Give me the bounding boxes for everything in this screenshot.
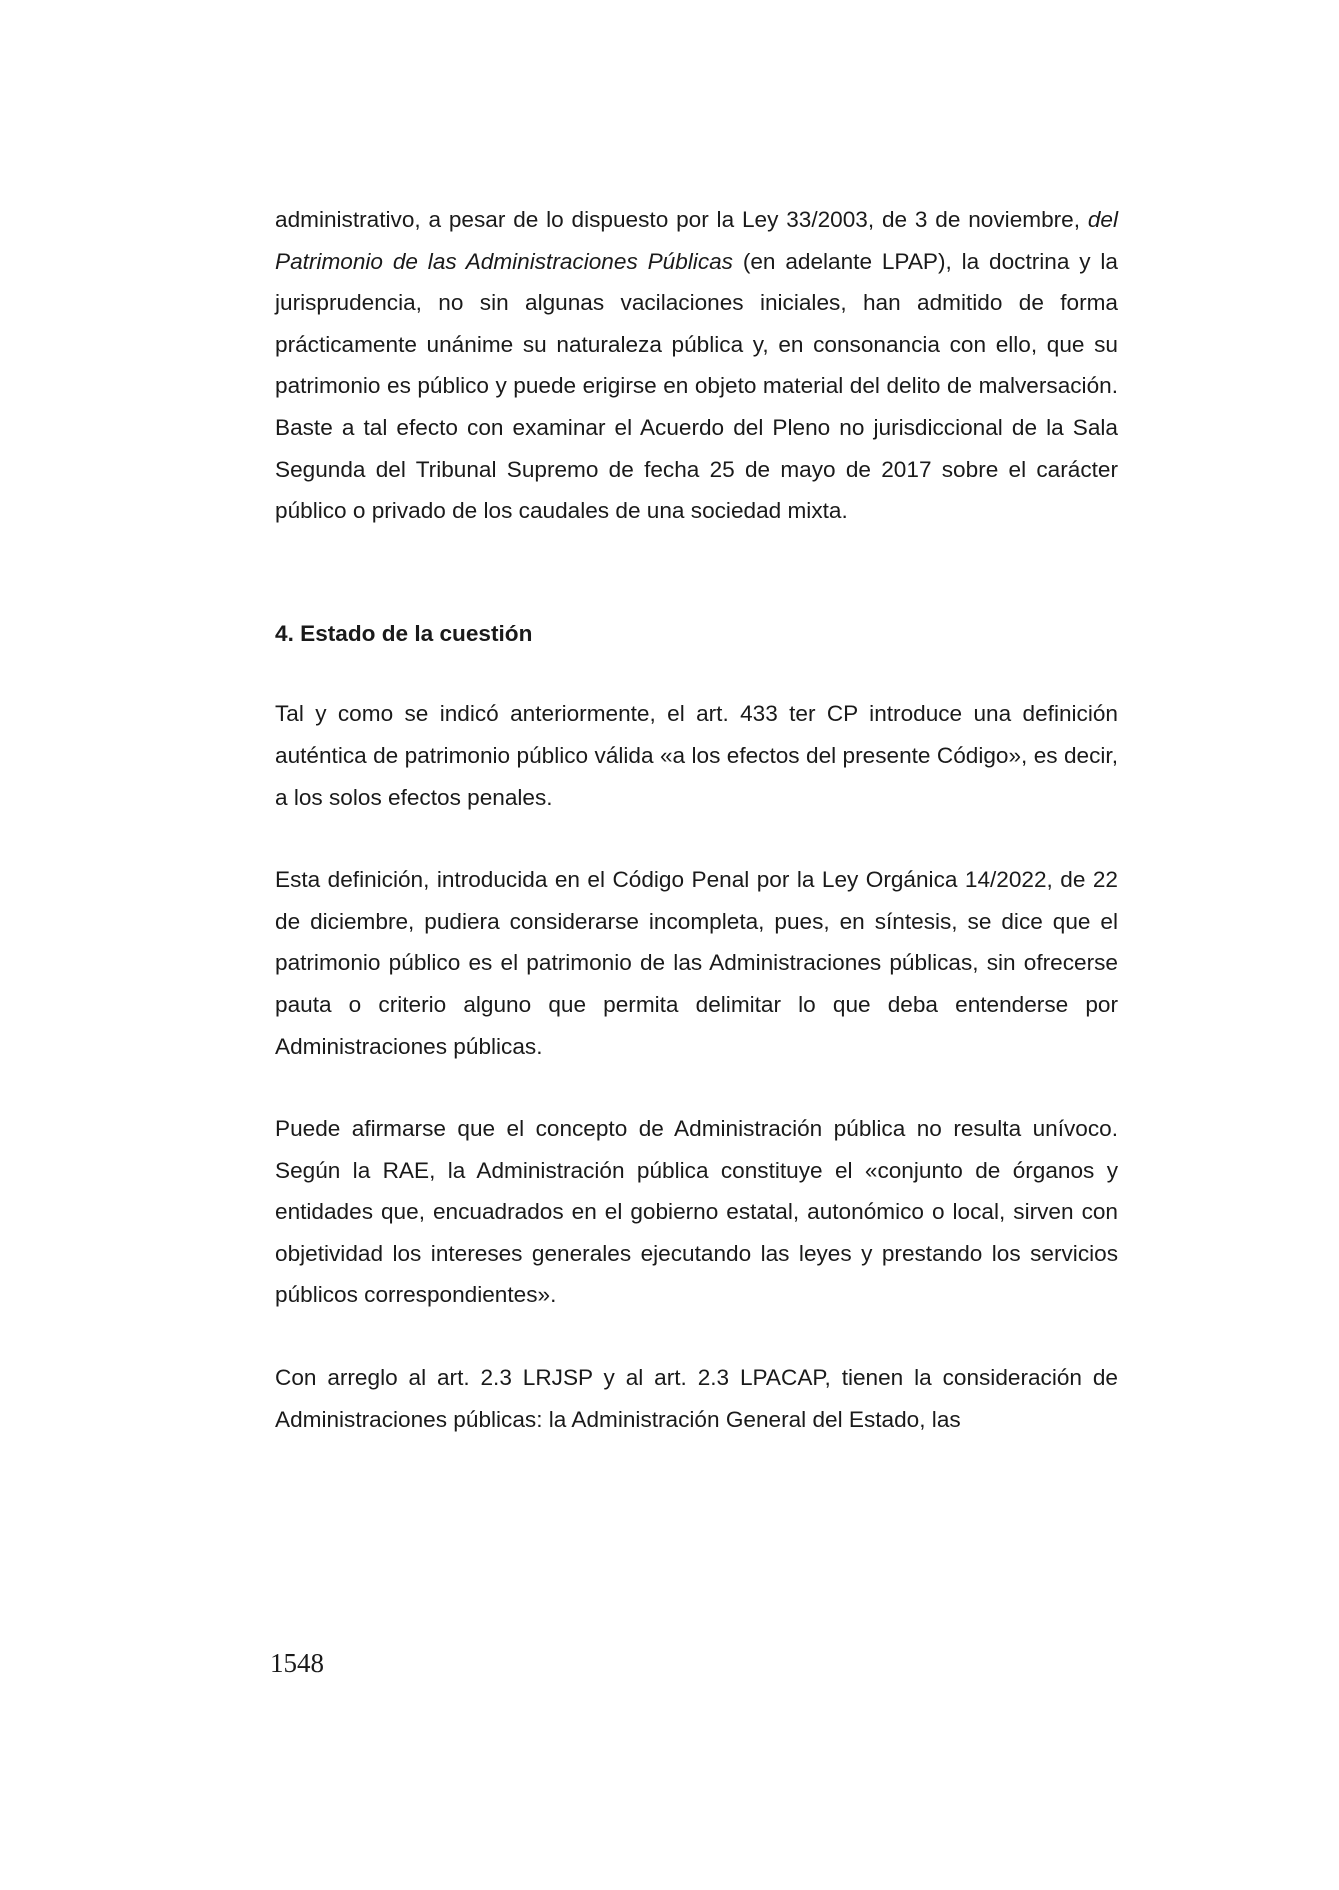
paragraph-3: Puede afirmarse que el concepto de Administración pública no resulta unívoco. Según la RAE, la Administración pública constituye el «conjunto de órganos y entidades que, encuadrados en el gobierno estatal, autonómico o local, sirven con objetividad los intereses generales ejecutando las leyes y prestando los servicios públicos correspondientes». (275, 1116, 1118, 1308)
intro-text-part1: administrativo, a pesar de lo dispuesto por la Ley 33/2003, de 3 de noviembre, (275, 207, 1088, 232)
section-heading: 4. Estado de la cuestión (275, 620, 533, 646)
intro-italic-title: del Patrimonio de las Administraciones Públicas (275, 207, 1118, 274)
spacer (275, 1067, 1118, 1108)
spacer (275, 818, 1118, 859)
intro-paragraph (275, 199, 1118, 532)
intro-text-part2: (en adelante LPAP), la doctrina y la jurisprudencia, no sin algunas vacilaciones iniciales, han admitido de forma prácticamente unánime su naturaleza pública y, en consonancia con ello, que su patrimonio es público y puede erigirse en objeto material del delito de malversación. Baste a tal efecto con examinar el Acuerdo del Pleno no jurisdiccional de la Sala Segunda del Tribunal Supremo de fecha 25 de mayo de 2017 sobre el carácter público o privado de los caudales de una sociedad mixta. (275, 248, 1118, 524)
spacer (275, 532, 1118, 613)
paragraph-2: Esta definición, introducida en el Código Penal por la Ley Orgánica 14/2022, de 22 de diciembre, pudiera considerarse incompleta, pues, en síntesis, se dice que el patrimonio público es el patrimonio de las Administraciones públicas, sin ofrecerse pauta o criterio alguno que permita delimitar lo que deba entenderse por Administraciones públicas. (275, 867, 1118, 1059)
document-body (275, 199, 1118, 1440)
spacer (275, 1316, 1118, 1357)
paragraph-1: Tal y como se indicó anteriormente, el art. 433 ter CP introduce una definición auténtica de patrimonio público válida «a los efectos del presente Código», es decir, a los solos efectos penales. (275, 701, 1118, 810)
paragraph-4: Con arreglo al art. 2.3 LRJSP y al art. 2.3 LPACAP, tienen la consideración de Administraciones públicas: la Administración General del Estado, las (275, 1365, 1118, 1432)
spacer (275, 654, 1118, 693)
page-number: 1548 (270, 1648, 324, 1678)
